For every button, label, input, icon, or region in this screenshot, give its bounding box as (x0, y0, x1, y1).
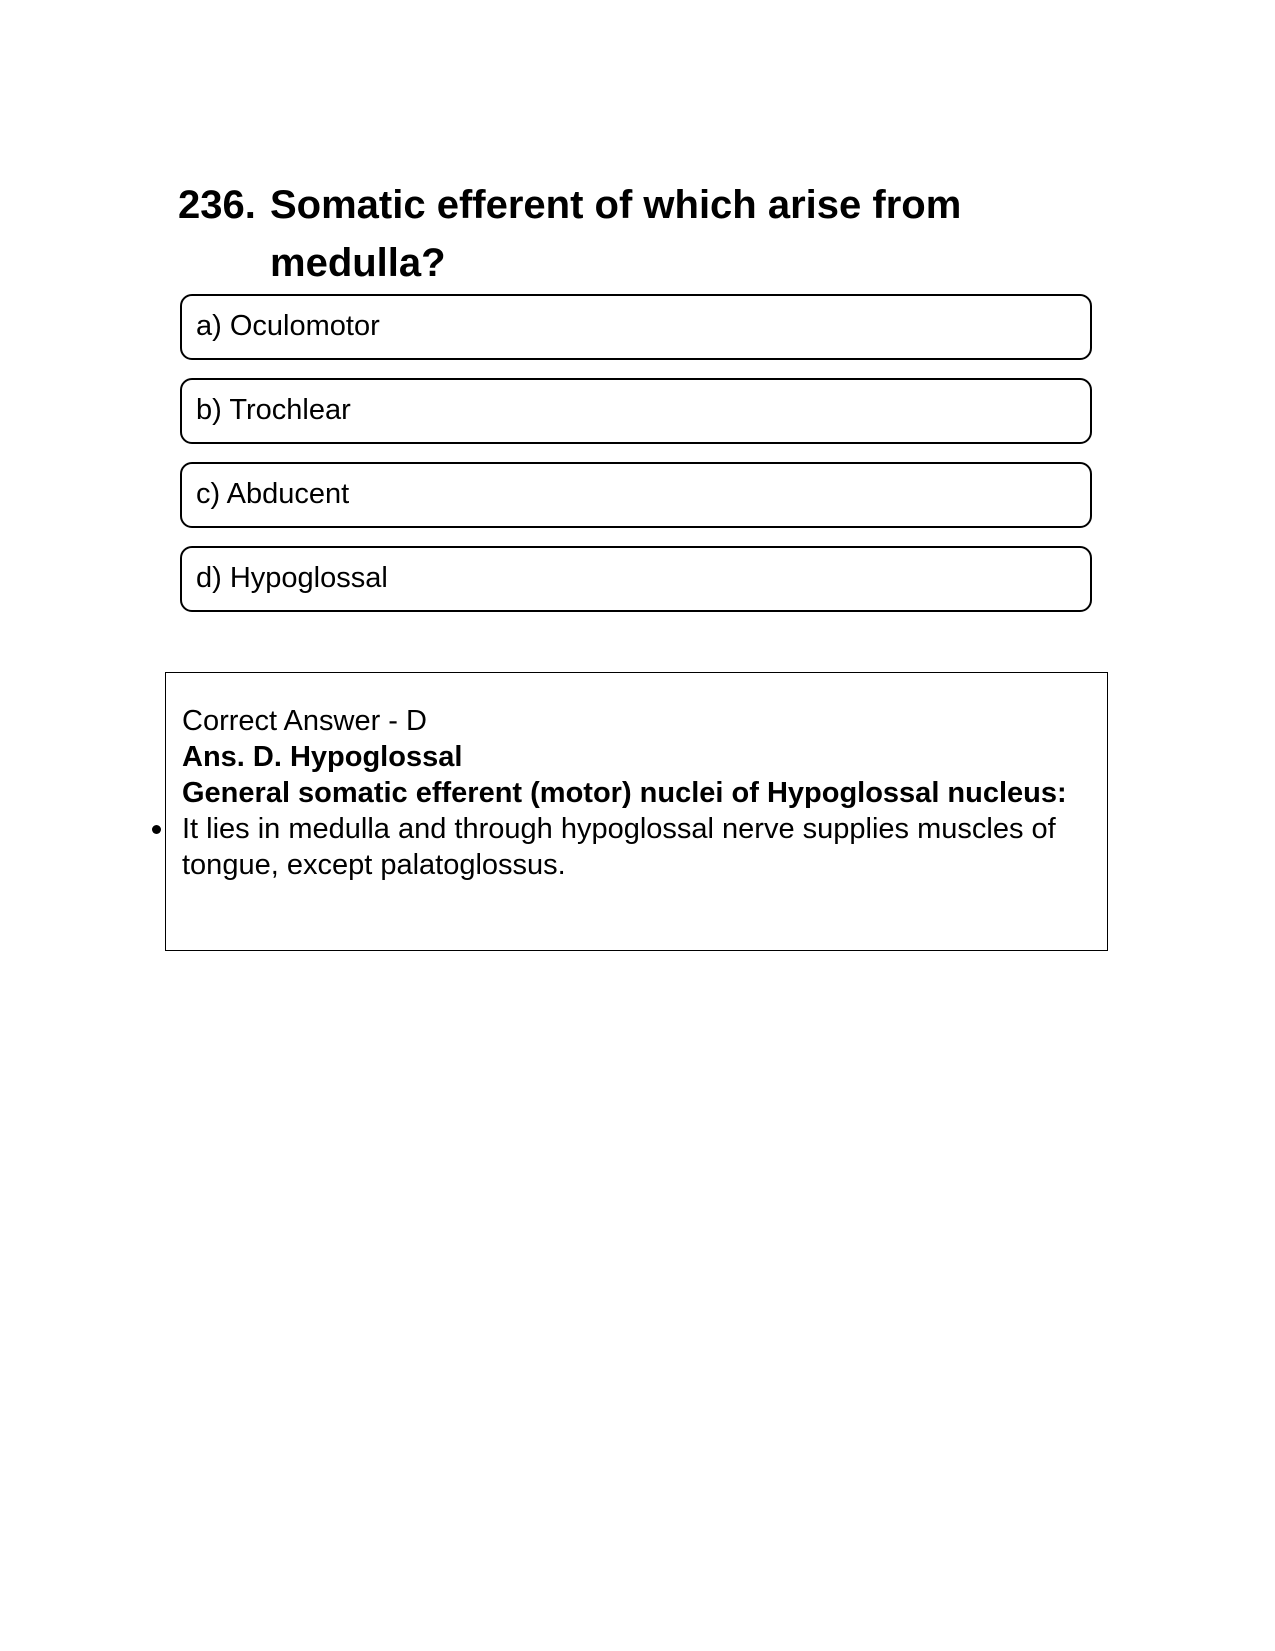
list-item (182, 811, 1082, 883)
correct-answer-line: Correct Answer - D (182, 705, 427, 737)
bullet-icon (152, 825, 161, 834)
option-a[interactable]: a) Oculomotor (180, 294, 1092, 360)
option-b[interactable]: b) Trochlear (180, 378, 1092, 444)
question-text: Somatic efferent of which arise from medulla? (270, 183, 962, 285)
answer-subheading: General somatic efferent (motor) nuclei of Hypoglossal nucleus: (182, 777, 1067, 809)
question-heading (178, 176, 1058, 292)
bullet-text: It lies in medulla and through hypoglossal nerve supplies muscles of tongue, except palatoglossus. (182, 813, 1056, 881)
answer-explanation-box (165, 672, 1108, 951)
option-c[interactable]: c) Abducent (180, 462, 1092, 528)
option-d[interactable]: d) Hypoglossal (180, 546, 1092, 612)
answer-content (182, 703, 1082, 883)
question-number: 236. (178, 183, 256, 227)
answer-heading: Ans. D. Hypoglossal (182, 741, 463, 773)
